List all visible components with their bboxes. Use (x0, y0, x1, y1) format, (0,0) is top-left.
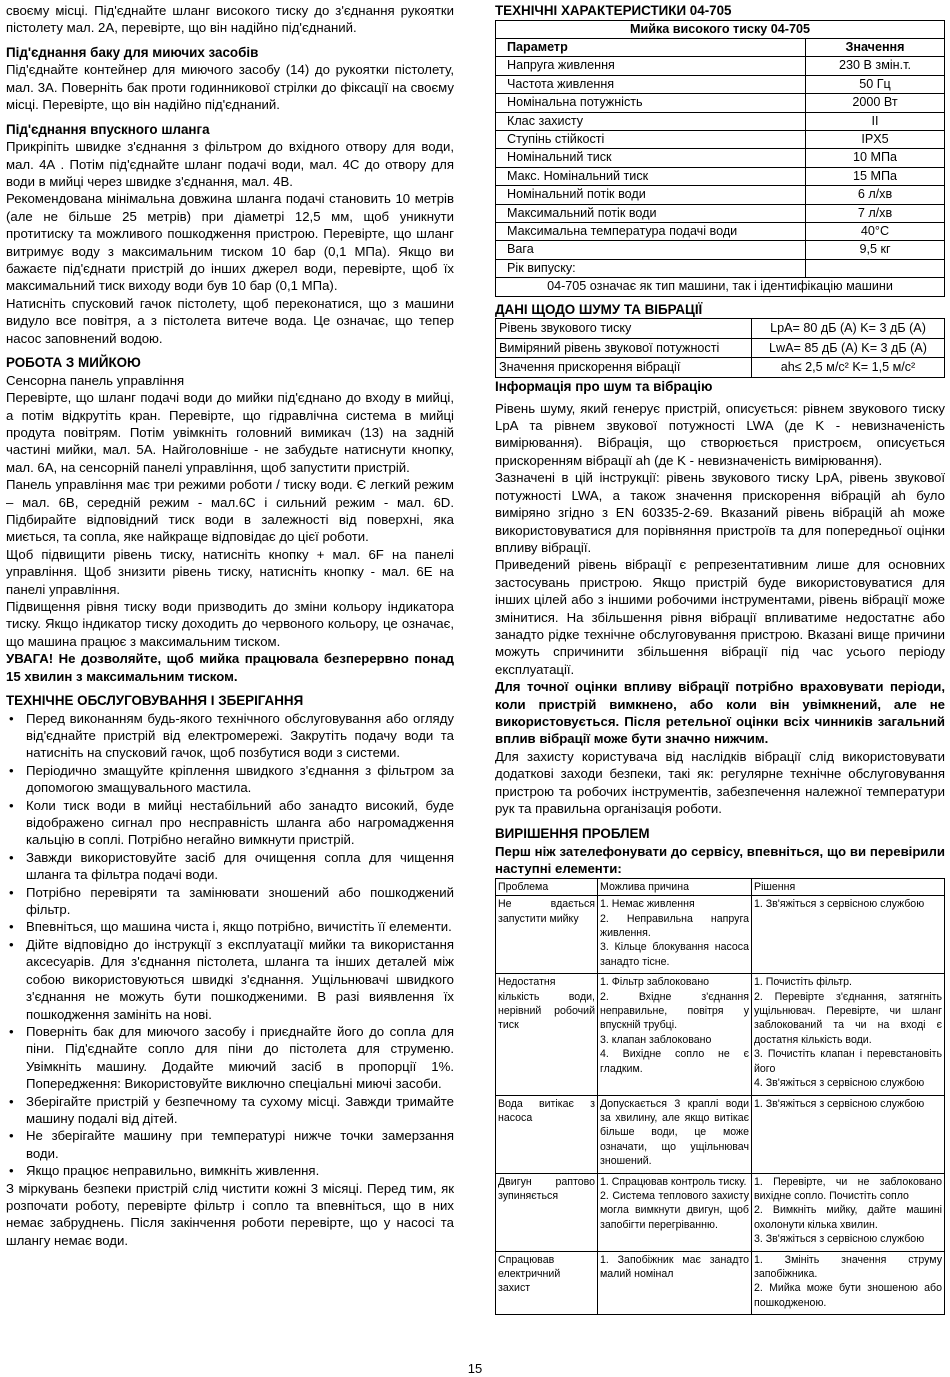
inlet-paragraph-3: Натисніть спусковий гачок пістолету, щоб переконатися, що з машини видуло все повітря, а з пістолета витече вода. Це означає, що тепер насос заповнений водою. (6, 295, 454, 346)
spec-value: 50 Гц (806, 75, 945, 93)
noise-value: LwA= 85 дБ (A) K= 3 дБ (A) (752, 338, 945, 358)
trouble-problem: Не вдається запустити мийку (496, 896, 598, 974)
maintenance-item: • Завжди використовуйте засіб для очищення сопла для чищення шланга та фільтра подачі води. (6, 849, 454, 884)
trouble-solution: 2. Мийка може бути зношеною або пошкодженою. (754, 1282, 942, 1309)
trouble-solutions (752, 1251, 945, 1315)
inlet-paragraph-2: Рекомендована мінімальна довжина шланга подачі становить 10 метрів (але не більше 25 метрів) при діаметрі 12,5 мм, щоб уникнути протитиску та можливого пошкодження пристрою. Перевірте, що шланг витримує воду з максимальним тиском 10 бар (0,1 МПа). Якщо ви бажаєте під'єднати пристрій до інших джерел води, перевірте, щоб їх максимальний тиск виходу води був 10 бар (0,1 МПа). (6, 191, 454, 294)
spec-param: Номінальний потік води (496, 186, 806, 204)
trouble-solution: 3. Почистіть клапан і перевстановіть його (754, 1048, 942, 1075)
trouble-cause: 1. Запобіжник має занадто малий номінал (600, 1253, 749, 1280)
trouble-cause: 1. Фільтр заблоковано (600, 976, 710, 989)
spec-value: 10 МПа (806, 149, 945, 167)
trouble-heading: ВИРІШЕННЯ ПРОБЛЕМ (495, 826, 650, 842)
spec-param: Максимальний потік води (496, 204, 806, 222)
trouble-cause: 2. Вхідне з'єднання неправильне, повітря у впускній трубці. (600, 990, 749, 1032)
trouble-row (496, 1095, 945, 1173)
trouble-solution: 3. Зв'яжіться з сервісною службою (754, 1233, 925, 1246)
spec-head-value: Значення (806, 39, 945, 57)
inlet-paragraph-1: Прикріпіть швидке з'єднання з фільтром до вхідного отвору для води, мал. 4А . Потім під'єднайте шланг подачі води, мал. 4С до отвору для води в мийці через швидке з'єднання, мал. 4В. (6, 139, 454, 190)
work-paragraph-2: Панель управління має три режими роботи / тиску води. Є легкий режим – мал. 6В, середній режим - мал.6С і сильний режим - мал. 6D. Підбирайте відповідний тиск води в залежності від поверхні, яка миється, та сопла, яке найкраще відповідає до цієї роботи. (6, 477, 454, 545)
tank-heading: Під'єднання баку для миючих засобів (6, 44, 259, 60)
spec-value: II (806, 112, 945, 130)
noise-param: Виміряний рівень звукової потужності (496, 338, 752, 358)
trouble-solution: 1. Почистіть фільтр. (754, 976, 852, 989)
noise-value: LpA= 80 дБ (A) K= 3 дБ (A) (752, 319, 945, 339)
trouble-problem: Вода витікає з насоса (496, 1095, 598, 1173)
spec-param: Максимальна температура подачі води (496, 223, 806, 241)
maintenance-item: • Потрібно перевіряти та замінювати зношений або пошкоджений фільтр. (6, 884, 454, 919)
trouble-causes (598, 974, 752, 1095)
spec-value: IPX5 (806, 131, 945, 149)
trouble-cause: Допускається 3 краплі води за хвилину, але якщо витікає більше води, це може означати, що ущільнювач зношений. (600, 1097, 749, 1168)
trouble-solution: 1. Перевірте, чи не заблоковано вихідне сопло. Почистіть сопло (754, 1175, 942, 1202)
maintenance-item: • Впевніться, що машина чиста і, якщо потрібно, вичистіть її елементи. (6, 918, 454, 935)
trouble-solution: 1. Змініть значення струму запобіжника. (754, 1253, 942, 1280)
trouble-causes (598, 1173, 752, 1251)
spec-param: Вага (496, 241, 806, 259)
spec-table (495, 20, 945, 297)
noise-paragraph-3: Приведений рівень вібрації є репрезентативним лише для основних застосувань пристрою. Якщо пристрій буде використовуватися для інших цілей або з іншими робочими інструментами, рівень вібрації може змінитися. На збільшення рівня вібрації впливатиме недостатнє або занадто рідке технічне обслуговування пристрою. Вказані вище причини можуть спричинити збільшення вібрації під час усього періоду експлуатації. (495, 557, 945, 677)
spec-param: Рік випуску: (496, 259, 806, 277)
maintenance-item: • Якщо працює неправильно, вимкніть живлення. (6, 1162, 454, 1179)
trouble-causes (598, 1251, 752, 1315)
maintenance-item: • Зберігайте пристрій у безпечному та сухому місці. Завжди тримайте машину подалі від дітей. (6, 1093, 454, 1128)
work-warning: УВАГА! Не дозволяйте, щоб мийка працювала безперервно понад 15 хвилин з максимальним тиском. (6, 651, 454, 684)
trouble-head-solution: Рішення (752, 878, 945, 895)
trouble-causes (598, 896, 752, 974)
trouble-cause: 1. Спрацював контроль тиску. (600, 1175, 747, 1188)
work-paragraph-4: Підвищення рівня тиску води призводить до зміни кольору індикатора тиску. Якщо індикатор тиску доходить до червоного кольору, це означає, що машина працює з максимальним тиском. (6, 598, 454, 649)
trouble-head-problem: Проблема (496, 878, 598, 895)
trouble-solutions (752, 1173, 945, 1251)
spec-value (806, 259, 945, 277)
maintenance-heading: ТЕХНІЧНЕ ОБСЛУГОВУВАННЯ І ЗБЕРІГАННЯ (6, 693, 304, 708)
inlet-heading: Під'єднання впускного шланга (6, 121, 210, 137)
maintenance-item: • Не зберігайте машину при температурі нижче точки замерзання води. (6, 1127, 454, 1162)
trouble-solution: 1. Зв'яжіться з сервісною службою (754, 898, 925, 911)
trouble-table (495, 878, 945, 1315)
spec-param: Клас захисту (496, 112, 806, 130)
trouble-cause: 2. Система теплового захисту могла вимкнути двигун, щоб запобігти перегріванню. (600, 1189, 749, 1231)
maintenance-item: • Коли тиск води в мийці нестабільний або занадто високий, буде відображено сигнал про несправність шланга або нагромадження кальцію в соплі. Потрібно негайно вимкнути пристрій. (6, 797, 454, 849)
noise-table (495, 318, 945, 378)
trouble-solution: 2. Перевірте з'єднання, затягніть ущільнювач. Перевірте, чи шланг заблокований та чи на вході є достатня кількість води. (754, 990, 942, 1046)
trouble-head-cause: Можлива причина (598, 878, 752, 895)
trouble-row (496, 1173, 945, 1251)
work-subheading: Сенсорна панель управління (6, 372, 185, 388)
trouble-intro: Перш ніж зателефонувати до сервісу, впевніться, що ви перевірили наступні елементи: (495, 844, 945, 877)
noise-paragraph-2: Зазначені в цій інструкції: рівень звукового тиску LpA, рівень звукової потужності LWA, а також значення прискорення вібрацій ah було виміряно згідно з EN 60335-2-69. Вказаний рівень вібрацій ah може використовуватися для порівняння пристроїв та для попередньої оцінки впливу вібрації. (495, 470, 945, 555)
work-paragraph-3: Щоб підвищити рівень тиску, натисніть кнопку + мал. 6F на панелі управління. Щоб знизити рівень тиску, натисніть кнопку - мал. 6Е на панелі управління. (6, 546, 454, 597)
noise-param: Значення прискорення вібрації (496, 358, 752, 378)
noise-value: ah≤ 2,5 м/с² K= 1,5 м/с² (752, 358, 945, 378)
trouble-problem: Недостатня кількість води, нерівний робочий тиск (496, 974, 598, 1095)
spec-param: Номінальна потужність (496, 94, 806, 112)
spec-param: Ступінь стійкості (496, 131, 806, 149)
spec-value: 9,5 кг (806, 241, 945, 259)
maintenance-list (6, 710, 454, 1180)
trouble-row (496, 1251, 945, 1315)
trouble-cause: 3. клапан заблоковано (600, 1033, 712, 1046)
spec-param: Номінальний тиск (496, 149, 806, 167)
spec-value: 6 л/хв (806, 186, 945, 204)
trouble-solutions (752, 1095, 945, 1173)
spec-value: 15 МПа (806, 167, 945, 185)
trouble-solution: 4. Зв'яжіться з сервісною службою (754, 1077, 925, 1090)
maintenance-item: • Дійте відповідно до інструкції з експлуатації мийки та використання аксесуарів. Для з'єднання пістолета, шланга та інших деталей між собою використовуються швидкі з'єднання. Ущільнювачі швидкого з'єднання не можуть бути пошкодженими. В разі виявлення їх пошкодження замініть на нові. (6, 936, 454, 1023)
spec-value: 2000 Вт (806, 94, 945, 112)
spec-caption: Мийка високого тиску 04-705 (496, 20, 945, 38)
maintenance-item: • Поверніть бак для миючого засобу і приєднайте його до сопла для піни. Під'єднайте сопло для піни до пістолета для струменю. Увімкніть машину. Додайте миючий засіб в пропорції 1%. Попередження: Використовуйте виключно спеціальні миючі засоби. (6, 1023, 454, 1093)
noise-info-heading: Інформація про шум та вібрацію (495, 379, 713, 395)
left-column (6, 2, 454, 1249)
right-column (495, 2, 945, 1315)
spec-param: Макс. Номінальний тиск (496, 167, 806, 185)
noise-paragraph-1: Рівень шуму, який генерує пристрій, описується: рівнем звукового тиску LpA та рівнем звукової потужності LWA (де K - невизначеність вимірювання). Вібрація, що створюється пристроєм, описується прискоренням вібрації ah (де K - невизначеність вимірювання). (495, 400, 945, 468)
trouble-row (496, 896, 945, 974)
work-heading: РОБОТА З МИЙКОЮ (6, 355, 141, 371)
spec-value: 7 л/хв (806, 204, 945, 222)
spec-value: 230 В змін.т. (806, 57, 945, 75)
trouble-solution: 1. Зв'яжіться з сервісною службою (754, 1097, 925, 1110)
trouble-problem: Спрацював електричний захист (496, 1251, 598, 1315)
trouble-solution: 2. Вимкніть мийку, дайте машині охолонути кілька хвилин. (754, 1204, 942, 1231)
spec-param: Напруга живлення (496, 57, 806, 75)
trouble-cause: 4. Вихідне сопло не є гладким. (600, 1048, 749, 1075)
trouble-solutions (752, 896, 945, 974)
trouble-cause: 1. Немає живлення (600, 898, 695, 911)
maintenance-item: • Періодично змащуйте кріплення швидкого з'єднання з фільтром за допомогою змащувального мастила. (6, 762, 454, 797)
noise-paragraph-4: Для точної оцінки впливу вібрації потрібно враховувати періоди, коли пристрій вимкнено, або коли він увімкнений, але не використовується. Після ретельної оцінки всіх чинників загальний вплив вібрації може бути значно нижчим. (495, 679, 945, 747)
tank-paragraph: Під'єднайте контейнер для миючого засобу (14) до рукоятки пістолету, мал. 3А. Поверніть бак проти годинникової стрілки до фіксації на своєму місці. Перевірте, що він надійно під'єднаний. (6, 62, 454, 113)
noise-paragraph-5: Для захисту користувача від наслідків вібрації слід використовувати додаткові заходи безпеки, такі як: регулярне технічне обслуговування пристрою та робочих інструментів, забезпечення належної температури рук та правильна організація роботи. (495, 748, 945, 816)
spec-param: Частота живлення (496, 75, 806, 93)
noise-param: Рівень звукового тиску (496, 319, 752, 339)
trouble-problem: Двигун раптово зупиняється (496, 1173, 598, 1251)
spec-value: 40°C (806, 223, 945, 241)
spec-head-param: Параметр (496, 39, 806, 57)
trouble-row (496, 974, 945, 1095)
maintenance-item: • Перед виконанням будь-якого технічного обслуговування або огляду від'єднайте пристрій від електромережі. Закрутіть подачу води та натисніть на спусковий гачок, щоб позбутися води з системи. (6, 710, 454, 762)
work-paragraph-1: Перевірте, що шланг подачі води до мийки під'єднано до входу в мийці, а потім відкрутіть кран. Перевірте, що гідравлічна система в мийці продута повітрям. Потім увімкніть головний вимикач (13) на задній частині мийки, мал. 5А. Найголовніше - не забудьте натиснути кнопку, мал. 6А, на сенсорній панелі управління, щоб запустити пристрій. (6, 390, 454, 475)
spec-heading: ТЕХНІЧНІ ХАРАКТЕРИСТИКИ 04-705 (495, 3, 732, 18)
maintenance-tail: З міркувань безпеки пристрій слід чистити кожні 3 місяці. Перед тим, як розпочати роботу, перевірте фільтр і сопло та впевніться, що в них немає забруднень. Після закінчення роботи перевірте, що у насосі та шлангу немає води. (6, 1180, 454, 1248)
noise-heading: ДАНІ ЩОДО ШУМУ ТА ВІБРАЦІЇ (495, 301, 703, 317)
trouble-cause: 3. Кільце блокування насоса занадто тісне. (600, 941, 749, 968)
trouble-causes (598, 1095, 752, 1173)
trouble-solutions (752, 974, 945, 1095)
trouble-cause: 2. Неправильна напруга живлення. (600, 912, 749, 940)
page-number: 15 (467, 1361, 483, 1376)
intro-paragraph: своєму місці. Під'єднайте шланг високого тиску до з'єднання рукоятки пістолету мал. 2А, перевірте, що він надійно під'єднаний. (6, 3, 454, 36)
spec-note: 04-705 означає як тип машини, так і ідентифікацію машини (496, 278, 945, 296)
